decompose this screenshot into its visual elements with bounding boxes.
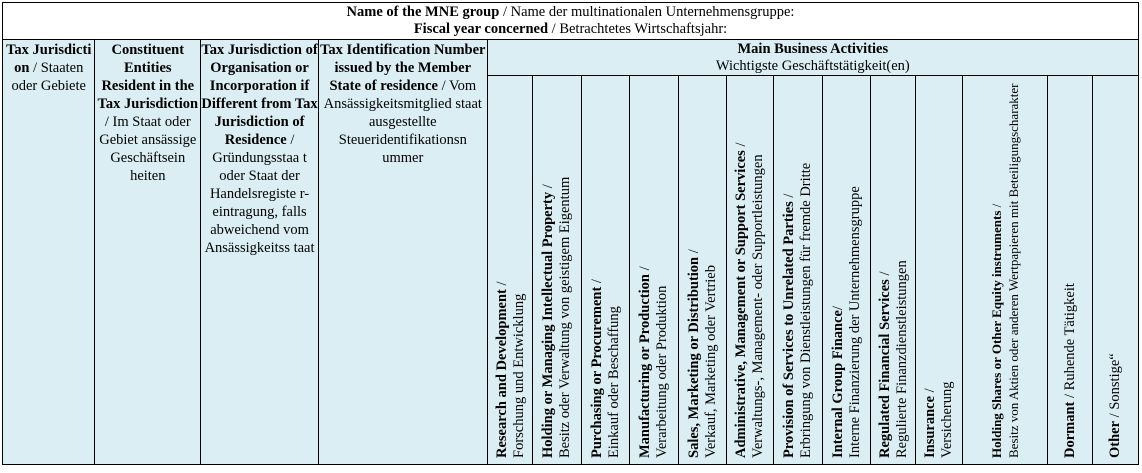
activity-label: Provision of Services to Unrelated Parties / Erbringung von Dienstleistungen für fremde Dritte [781,162,815,458]
activity-label: Insurance / Versicherung [922,381,956,458]
main-business-activities-header: Main Business Activities Wichtigste Geschäftstätigkeit(en) [487,40,1138,76]
title-cell [3,3,1139,40]
activity-regulated-financial-services [870,76,916,465]
cbcr-header-table [2,2,1139,465]
activity-label: Regulated Financial Services / Regulierte Finanzdienstleistungen [876,260,910,458]
activity-label: Internal Group Finance/ Interne Finanzierung der Unternehmensgruppe [829,186,863,458]
activity-internal-group-finance [822,76,870,465]
activity-label: Sales, Marketing or Distribution / Verkauf, Marketing oder Vertrieb [685,249,719,458]
col-jurisdiction-of-organisation: Tax Jurisdiction of Organisation or Incorporation if Different from Tax Jurisdiction of Residence / Gründungsstaa t oder Staat der Handelsregiste r-eintragung, falls abweichend vom Ansässigkeitss taat [201,40,319,465]
activity-manufacturing-production [629,76,678,465]
activity-sales-marketing-distribution [678,76,727,465]
activity-label: Research and Development / Forschung und Entwicklung [493,281,527,458]
col-constituent-entities: Constituent Entities Resident in the Tax Jurisdiction / Im Staat oder Gebiet ansässige Geschäftsein heiten [95,40,201,465]
activity-insurance [916,76,963,465]
activity-holding-shares-equity [963,76,1048,465]
activity-other [1093,76,1139,465]
activity-label: Holding or Managing Intellectual Property / Besitz oder Verwaltung von geistigem Eigentum [540,176,574,458]
activity-holding-ip [533,76,582,465]
activity-purchasing-procurement [582,76,630,465]
activity-label: Holding Shares or Other Equity instruments / Besitz von Aktien oder anderen Wertpapieren mit Beteiligungscharakter [989,83,1022,458]
col-tax-jurisdiction: Tax Jurisdicti on / Staaten oder Gebiete [3,40,95,465]
activity-admin-management-support [727,76,774,465]
activity-label: Dormant / Ruhende Tätigkeit [1062,283,1079,458]
activity-label: Manufacturing or Production / Verarbeitung oder Produktion [636,266,670,458]
activity-dormant [1048,76,1093,465]
activity-research-development [487,76,533,465]
mne-group-name-label: Name of the MNE group / Name der multinationalen Unternehmensgruppe: [346,4,795,20]
activity-services-unrelated-parties [774,76,823,465]
activity-label: Administrative, Management or Support Services / Verwaltungs-, Management- oder Supportleistungen [733,142,767,458]
fiscal-year-label: Fiscal year concerned / Betrachtetes Wirtschaftsjahr: [413,21,728,37]
activity-label: Purchasing or Procurement / Einkauf oder Beschaffung [589,279,623,458]
activity-label: Other / Sonstige“ [1107,353,1124,458]
col-tax-identification-number: Tax Identification Number issued by the Member State of residence / Vom Ansässigkeitsmitglied staat ausgestellte Steueridentifikationsn ummer [318,40,487,465]
